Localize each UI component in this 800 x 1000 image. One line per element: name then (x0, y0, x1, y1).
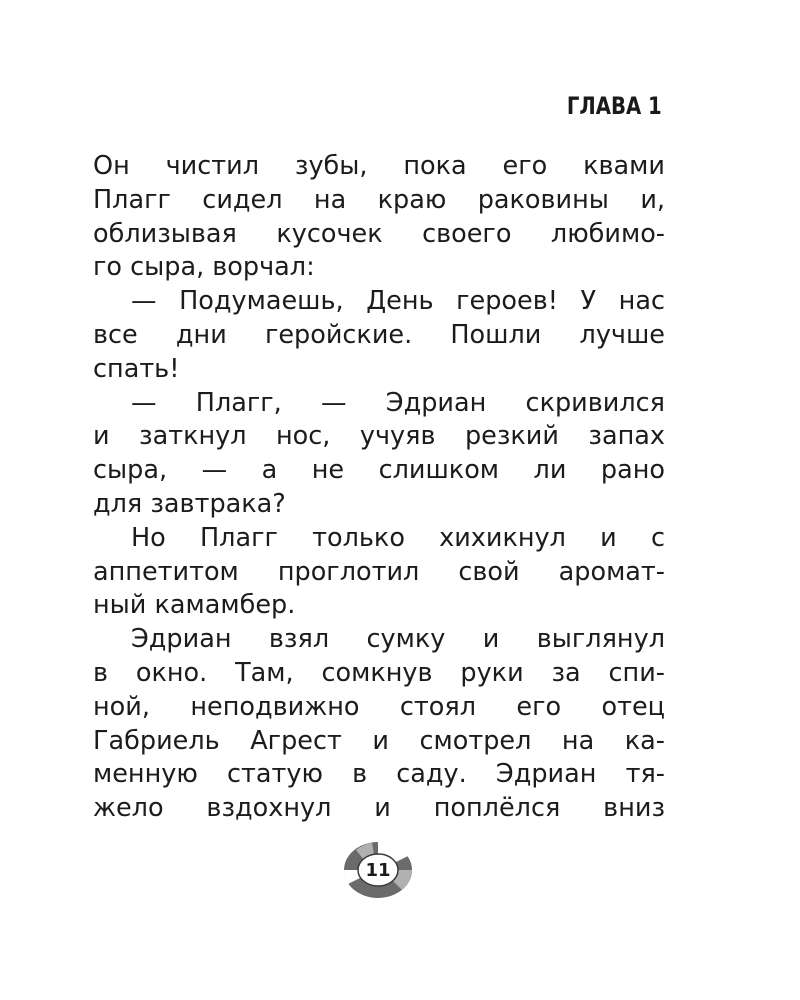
paragraph (93, 150, 665, 285)
body-text (93, 150, 665, 826)
paragraph (93, 623, 665, 826)
text-line: Эдриан взял сумку и выглянул (131, 624, 665, 655)
text-line: для завтрака? (93, 488, 286, 519)
page-number-badge (342, 840, 414, 900)
text-line: сыра, — а не слишком ли рано (93, 455, 665, 486)
text-line: Но Плагг только хихикнул и с (131, 522, 665, 553)
text-line: жело вздохнул и поплёлся вниз (93, 793, 665, 824)
text-line: облизывая кусочек своего любимо- (93, 218, 665, 249)
text-line: все дни геройские. Пошли лучше (93, 319, 665, 350)
text-line: Он чистил зубы, пока его квами (93, 151, 665, 181)
text-line: ный камамбер. (93, 590, 296, 621)
text-line: и заткнул нос, учуяв резкий запах (93, 421, 665, 452)
chapter-heading: ГЛАВА 1 (567, 92, 662, 120)
text-line: спать! (93, 353, 180, 384)
text-line: Плагг сидел на краю раковины и, (93, 184, 665, 215)
text-line: ной, неподвижно стоял его отец (93, 691, 665, 722)
text-line: Габриель Агрест и смотрел на ка- (93, 725, 665, 756)
page-number: 11 (365, 859, 391, 881)
text-line: аппетитом проглотил свой аромат- (93, 556, 665, 587)
text-line: — Плагг, — Эдриан скривился (131, 387, 665, 418)
paragraph (93, 387, 665, 522)
text-line: в окно. Там, сомкнув руки за спи- (93, 657, 665, 688)
paragraph (93, 522, 665, 623)
paragraph (93, 285, 665, 386)
text-line: го сыра, ворчал: (93, 252, 315, 283)
text-line: — Подумаешь, День героев! У нас (131, 286, 665, 317)
text-line: менную статую в саду. Эдриан тя- (93, 759, 665, 790)
